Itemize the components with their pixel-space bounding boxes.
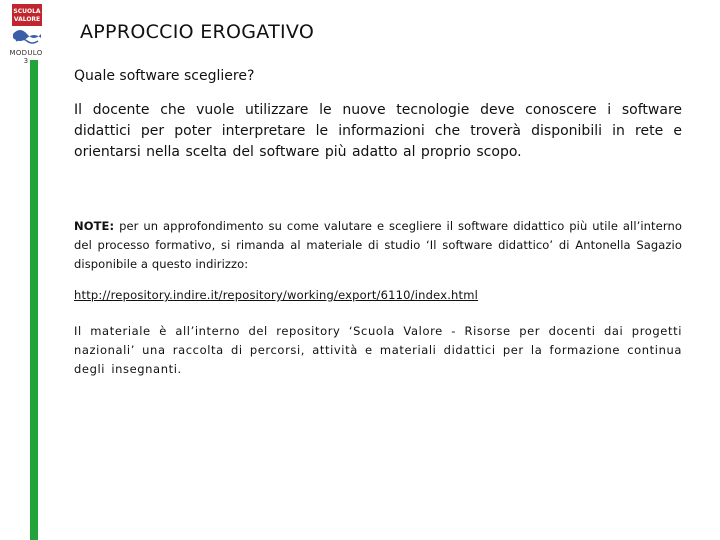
page-title: APPROCCIO EROGATIVO [80,21,315,43]
logo-text-2: VALORE [13,16,41,23]
scuola-valore-logo [10,4,44,44]
module-label: MODULO 3 [9,49,43,65]
note-paragraph [74,217,682,274]
accent-bar [30,60,38,540]
link-container [74,288,682,302]
repository-link[interactable]: http://repository.indire.it/repository/working/export/6110/index.html [74,288,479,302]
note-label: NOTE: [74,219,115,233]
paragraph-intro: Il docente che vuole utilizzare le nuove tecnologie deve conoscere i software didattici per poter interpretare le informazioni che troverà disponibili in rete e orientarsi nella scelta del software più adatto al proprio scopo. [74,102,682,160]
section-question: Quale software scegliere? [74,68,255,84]
paragraph-repository: Il materiale è all’interno del repository ‘Scuola Valore - Risorse per docenti dai progetti nazionali’ una raccolta di percorsi, attività e materiali didattici per la formazione continua degli insegnanti. [74,324,682,376]
logo-text-1: SCUOLA [13,8,41,15]
note-text: per un approfondimento su come valutare e scegliere il software didattico più utile all’interno del processo formativo, si rimanda al materiale di studio ‘Il software didattico’ di Antonella Sagazio disponibile a questo indirizzo: [74,219,682,271]
